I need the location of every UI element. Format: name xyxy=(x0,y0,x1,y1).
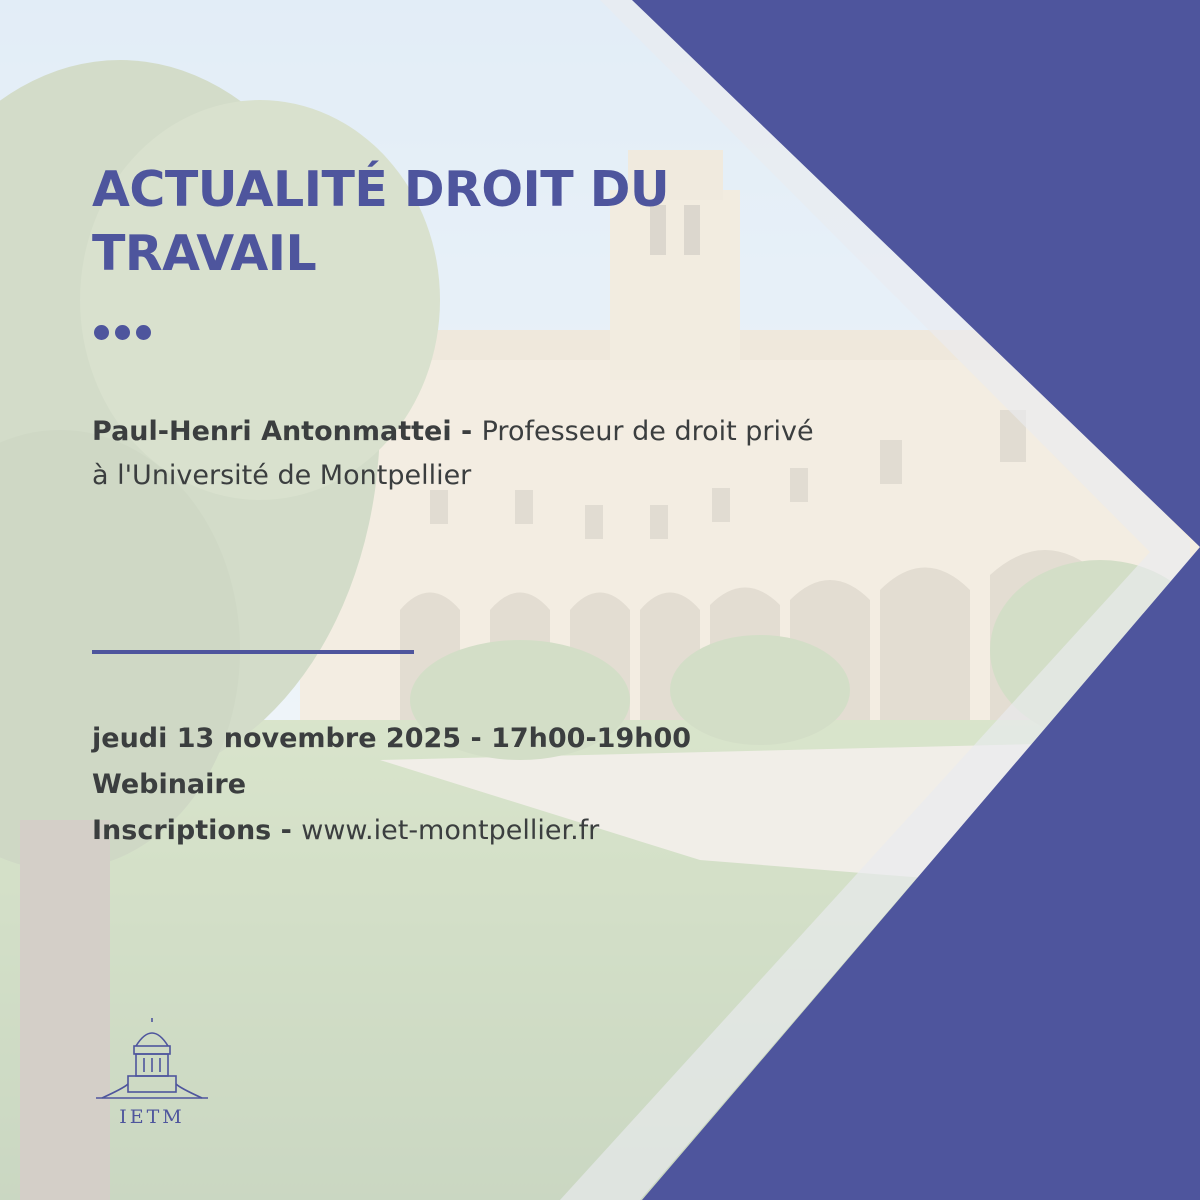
logo-text: IETM xyxy=(119,1106,185,1128)
title-line-2: TRAVAIL xyxy=(92,225,317,282)
event-format: Webinaire xyxy=(92,769,247,800)
registration-label: Inscriptions xyxy=(92,815,272,846)
website-link[interactable]: www.iet-montpellier.fr xyxy=(301,815,600,846)
domed-building-icon xyxy=(94,1018,210,1104)
speaker-info xyxy=(92,410,922,498)
format-line xyxy=(92,762,852,808)
dot xyxy=(94,325,109,340)
event-details xyxy=(92,716,852,854)
registration-separator: - xyxy=(271,815,302,846)
title-line-1: ACTUALITÉ DROIT DU xyxy=(92,161,670,218)
ellipsis-icon xyxy=(94,325,151,340)
event-date: jeudi 13 novembre 2025 xyxy=(92,723,462,754)
event-title xyxy=(92,158,732,286)
speaker-separator: - xyxy=(451,416,482,447)
event-time: 17h00-19h00 xyxy=(491,723,692,754)
speaker-name: Paul-Henri Antonmattei xyxy=(92,416,452,447)
divider xyxy=(92,650,414,654)
speaker-role-line-1: Professeur de droit privé xyxy=(481,416,814,447)
dot xyxy=(115,325,130,340)
date-separator: - xyxy=(461,723,492,754)
dot xyxy=(136,325,151,340)
registration-line xyxy=(92,808,852,854)
speaker-role-line-2: à l'Université de Montpellier xyxy=(92,460,472,491)
date-time-line xyxy=(92,716,852,762)
ietm-logo xyxy=(94,1018,210,1138)
